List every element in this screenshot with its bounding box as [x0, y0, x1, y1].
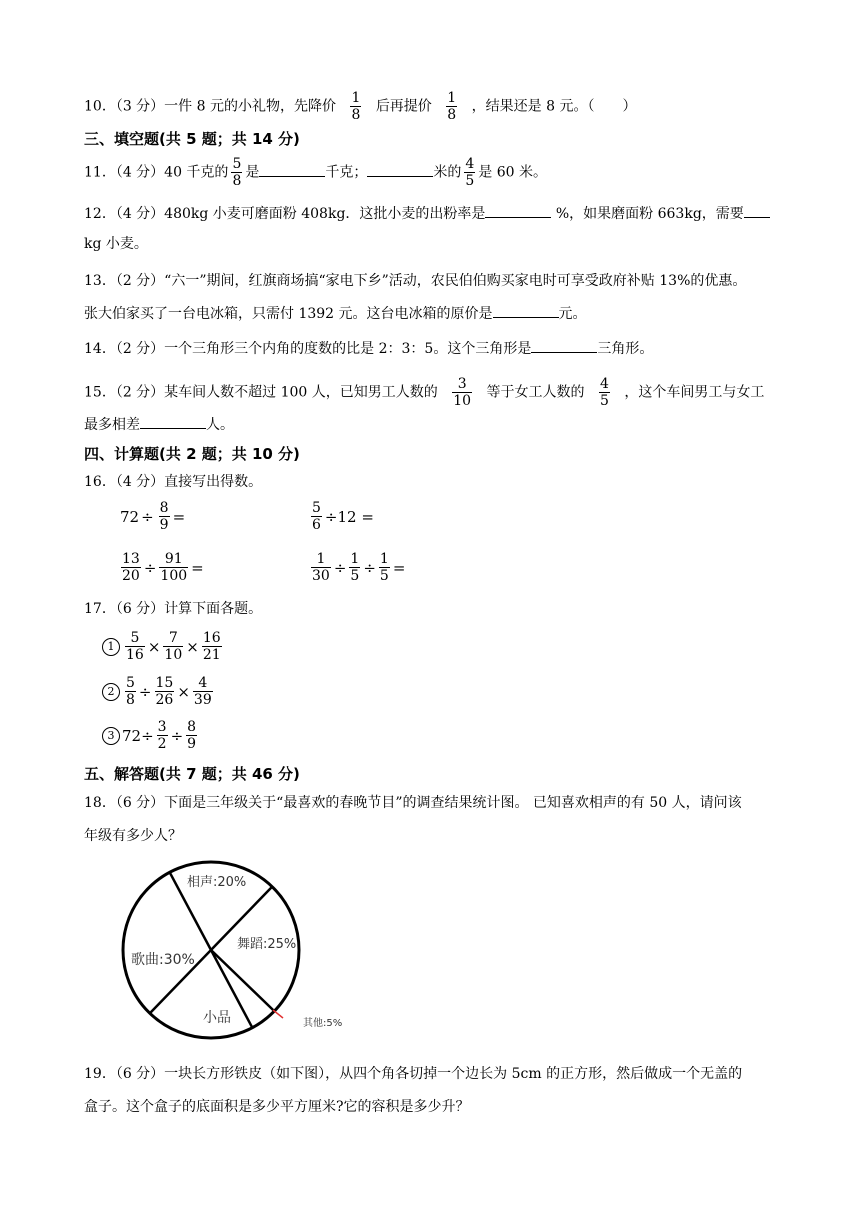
expression-16-1: 72 ÷ $\frac{8}{9}$ = [120, 500, 186, 533]
fraction: $\frac{3}{10}$ [453, 376, 472, 409]
question-15-cont: 最多相差 人。 [84, 414, 234, 435]
expression-17-3: 3 72 ÷ $\frac{3}{2}$ ÷ $\frac{8}{9}$ [102, 719, 200, 752]
fraction: $\frac{4}{5}$ [465, 156, 475, 189]
question-13: 13．（2 分）“六一”期间，红旗商场搞“家电下乡”活动，农民伯伯购买家电时可享受政府补贴 13%的优惠。 [84, 273, 747, 289]
question-17: 17．（6 分）计算下面各题。 [84, 601, 263, 617]
answer-blank[interactable] [259, 162, 325, 177]
section-3-title: 三、填空题(共 5 题；共 14 分) [84, 130, 300, 148]
question-11: 11．（4 分）40 千克的 $\frac{5}{8}$ 是 千克； 米的 $\frac{4}{5}$ 是 60 米。 [84, 156, 547, 189]
label-pointer [273, 1010, 283, 1018]
pie-slice-label: 舞蹈:25% [237, 937, 297, 952]
fraction: $\frac{1}{8}$ [351, 90, 361, 123]
answer-blank[interactable] [493, 303, 559, 318]
circled-number: 3 [102, 727, 120, 745]
expression-16-3: $\frac{13}{20}$ ÷ $\frac{91}{100}$ = [122, 551, 204, 584]
question-15: 15．（2 分）某车间人数不超过 100 人，已知男工人数的 $\frac{3}{10}$ 等于女工人数的 $\frac{4}{5}$ ，这个车间男工与女工 [84, 376, 765, 409]
pie-slice-label: 相声:20% [187, 875, 247, 890]
question-12: 12．（4 分）480kg 小麦可磨面粉 408kg．这批小麦的出粉率是 %，如果磨面粉 663kg，需要 [84, 203, 770, 224]
expression-16-2: $\frac{5}{6}$ ÷12 = [312, 500, 374, 533]
section-4-title: 四、计算题(共 2 题；共 10 分) [84, 445, 300, 463]
expression-17-2: 2 $\frac{5}{8}$ ÷ $\frac{15}{26}$ × $\frac{4}{39}$ [102, 675, 216, 708]
question-13-cont: 张大伯家买了一台电冰箱，只需付 1392 元。这台电冰箱的原价是 元。 [84, 303, 587, 324]
answer-blank[interactable] [140, 414, 206, 429]
question-16: 16．（4 分）直接写出得数。 [84, 474, 263, 490]
question-12-cont: kg 小麦。 [84, 236, 148, 252]
question-10: 10．（3 分）一件 8 元的小礼物，先降价 $\frac{1}{8}$ 后再提价 $\frac{1}{8}$ ，结果还是 8 元。（ ） [84, 90, 637, 123]
answer-blank[interactable] [531, 338, 597, 353]
circled-number: 2 [102, 683, 120, 701]
question-18-cont: 年级有多少人？ [84, 828, 182, 844]
question-14: 14．（2 分）一个三角形三个内角的度数的比是 2：3：5。这个三角形是 三角形。 [84, 338, 653, 359]
pie-slice-label: 小品 [203, 1010, 231, 1026]
answer-blank[interactable] [744, 203, 770, 218]
question-19-cont: 盒子。这个盒子的底面积是多少平方厘米?它的容积是多少升？ [84, 1099, 470, 1115]
circled-number: 1 [102, 638, 120, 656]
answer-blank[interactable] [485, 203, 551, 218]
question-19: 19．（6 分）一块长方形铁皮（如下图），从四个角各切掉一个边长为 5cm 的正方形，然后做成一个无盖的 [84, 1066, 743, 1082]
fraction: $\frac{4}{5}$ [599, 376, 609, 409]
question-18: 18．（6 分）下面是三年级关于“最喜欢的春晚节目”的调查结果统计图。 已知喜欢相声的有 50 人，请问该 [84, 795, 742, 811]
pie-slice-label: 歌曲:30% [131, 952, 195, 968]
fraction: $\frac{5}{8}$ [232, 156, 242, 189]
fraction: $\frac{1}{8}$ [447, 90, 457, 123]
pie-chart [110, 855, 370, 1045]
section-5-title: 五、解答题(共 7 题；共 46 分) [84, 765, 300, 783]
expression-16-4: $\frac{1}{30}$ ÷ $\frac{1}{5}$ ÷ $\frac{1}{5}$ = [312, 551, 406, 584]
expression-17-1: 1 $\frac{5}{16}$ × $\frac{7}{10}$ × $\frac{16}{21}$ [102, 630, 225, 663]
pie-slice-label: 其他:5% [303, 1018, 343, 1029]
answer-blank[interactable] [367, 162, 433, 177]
